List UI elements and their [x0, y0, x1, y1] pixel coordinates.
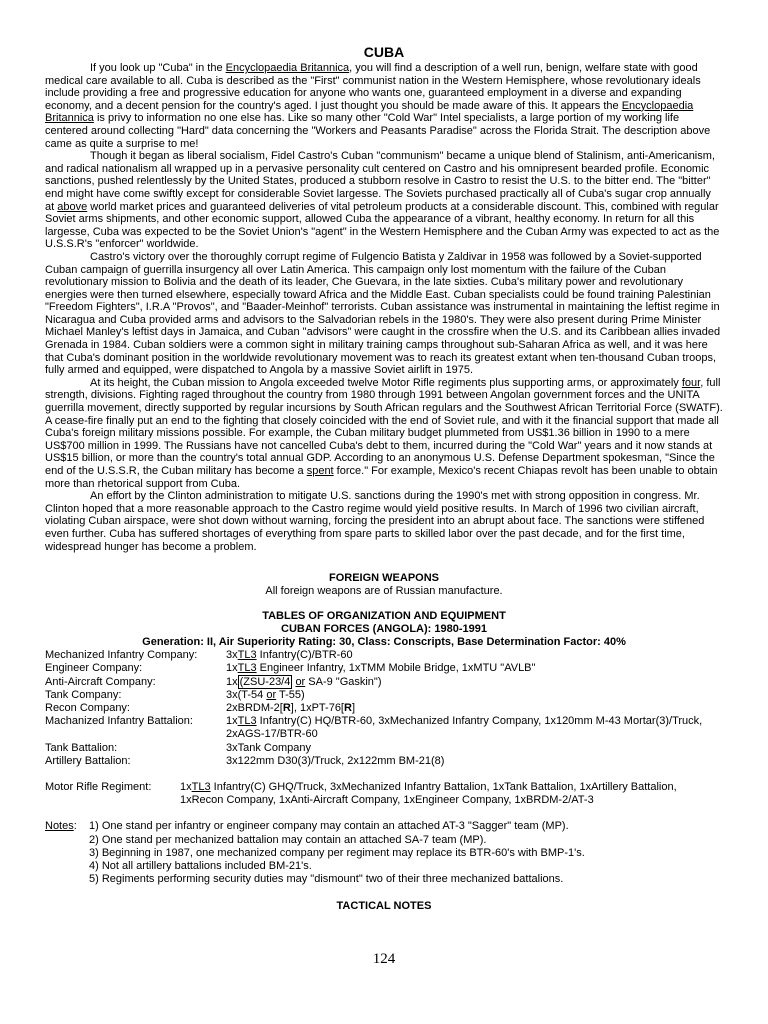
toe-label: Recon Company: [45, 701, 130, 714]
motor-rifle-regiment [45, 781, 723, 807]
text-run: 1x [226, 675, 238, 688]
page-title: CUBA [363, 44, 405, 60]
toe-row [45, 689, 723, 702]
toe-label: Machanized Infantry Battalion: [45, 715, 193, 728]
paragraph-intro [45, 62, 723, 150]
tech-level: TL3 [191, 780, 211, 793]
note-item: 2) One stand per mechanized battalion may contain an attached SA-7 team (MP). [89, 833, 487, 846]
toe-generation: Generation: II, Air Superiority Rating: 30, Class: Conscripts, Base Determination Factor: 40% [142, 636, 626, 649]
note-item: 5) Regiments performing security duties may "dismount" two of their three mechanized battalions. [89, 873, 564, 886]
text-run: 1x [226, 662, 238, 675]
toe-value [226, 689, 723, 702]
toe-label: Tank Company: [45, 688, 122, 701]
text-run: : [73, 820, 77, 833]
toe-label: Engineer Company: [45, 662, 143, 675]
toe-row [45, 649, 723, 662]
text-run: 2xBRDM-2[ [226, 701, 283, 714]
text-run: force." For example, Mexico's recent Chiapas revolt has been unable to obtain more than rhetorical support from Cuba. [45, 465, 718, 490]
toe-row [45, 662, 723, 675]
toe-label: Mechanized Infantry Company: [45, 649, 198, 662]
paragraph-revolution: Castro's victory over the thoroughly corrupt regime of Fulgencio Batista y Zaldivar in 1958 was followed by a Soviet-supported Cuban campaign of guerrilla insurgency all over Latin America. This campaign only lost momentum with the failure of the Cuban revolutionary mission to Bolivia and the death of its leader, Che Guevara, in the late sixties. Cuba's military power and revolutionary energies were then turned elsewhere, especially toward Africa and the Middle East. Cuban specialists could be found training Palestinian "Freedom Fighters", I.R.A "Provos", and "Baader-Meinhof" terrorists. Cuban assistance was instrumental in maintaining the leftist regime in Nicaragua and Cuba provided arms and advisors to the Salvadorian rebels in the 1980's. They were also present during Prime Minister Michael Manley's leftist days in Jamaica, and Cuban "advisors" were caught in the crossfire when the U.S. and its Caribbean allies invaded Grenada in 1984. Cuban soldiers were a common sight in military training camps throughout sub-Saharan Africa as well, and it was here that Cuba's dominant position in the worldwide revolutionary movement was to reach its greatest extant when ten-thousand Cuban troops, fully armed and equipped, were dispatched to Angola by a massive Soviet airlift in 1975. [45, 250, 721, 377]
toe-value: 3xTank Company [226, 741, 311, 754]
toe-row [45, 715, 723, 741]
underlined-title: Encyclopaedia Britannica [45, 99, 694, 125]
toe-value: 3x122mm D30(3)/Truck, 2x122mm BM-21(8) [226, 754, 445, 767]
toe-label: Tank Battalion: [45, 741, 118, 754]
foreign-weapons-heading: FOREIGN WEAPONS [328, 572, 439, 585]
text-run: ], 1xPT-76[ [290, 701, 344, 714]
toe-label: Anti-Aircraft Company: [45, 675, 156, 688]
text-run: Engineer Infantry, 1xTMM Mobile Bridge, 1xMTU "AVLB" [256, 662, 536, 675]
text-run: , you will find a description of a well run, benign, welfare state with good medical care available to all. Cuba is described as the "First" communist nation in the Western Hemisphere, whose revolutionary ideals include providing a free and progressive education for anyone who wants one, guaranteed employment in a diverse and expanding economy, and a decent pension for the country's aged. I just thought you should be made aware of this. It appears the [45, 62, 701, 112]
document-page [45, 44, 723, 913]
text-run: If you look up "Cuba" in the [90, 62, 226, 74]
text-run: 3x [226, 649, 238, 662]
text-run: 1x [180, 780, 192, 793]
note-item: 1) One stand per infantry or engineer company may contain an attached AT-3 "Sagger" team (MP). [89, 820, 569, 833]
text-run: Though it began as liberal socialism, Fidel Castro's Cuban "communism" became a unique blend of Stalinism, anti-Americanism, and radical nationalism all wrapped up in a pervasive personality cult centered on Castro and his omnipresent bearded profile. Economic sanctions, pushed relentlessly by the United States, produced a stubborn resolve in Castro to resist the U.S. to the bitter end. The "bitter" end might have come swiftly except for considerable Soviet largesse. The Soviets purchased practically all of Cuba's sugar crop annually at [45, 150, 715, 213]
tech-level: TL3 [237, 662, 257, 675]
text-run: world market prices and guaranteed deliveries of vital petroleum products at a considerable discount. This, combined with regular Soviet arms shipments, and other economic support, allowed Cuba the appearance of a vibrant, healthy economy. In return for all this largesse, Cuba was expected to be the Soviet Union's "agent" in the Western Hemisphere and the Cuban Army was expected to act as the U.S.S.R's "enforcer" worldwide. [45, 200, 720, 251]
tech-level: TL3 [237, 715, 257, 728]
toe-label: Artillery Battalion: [45, 754, 131, 767]
notes-heading: Notes [45, 820, 74, 833]
toe-value [226, 702, 723, 715]
text-run: is privy to information no one else has. Like so many other "Cold War" Intel specialists, a large portion of my working life centered around collecting "Hard" data concerning the "Workers and Peasants Paradise" across the Florida Strait. The description above came as quite a surprise to me! [45, 112, 711, 150]
tactical-notes-heading: TACTICAL NOTES [336, 900, 432, 913]
paragraph-clinton: An effort by the Clinton administration to mitigate U.S. sanctions during the 1990's met with strong opposition in congress. Mr. Clinton hoped that a more reasonable approach to the Castro regime would yield positive results. In March of 1996 two civilian aircraft, violating Cuban airspace, were shot down without warning, forcing the president into an abrupt about face. The sanctions were stiffened even further. Cuba has suffered shortages of everything from spare parts to skilled labor over the past decade, and for the first time, widespread hunger has become a problem. [45, 490, 705, 553]
page-number: 124 [372, 951, 396, 967]
toe-row [45, 676, 723, 689]
tech-level: TL3 [237, 649, 257, 662]
notes-list [89, 820, 723, 886]
toe-heading: TABLES OF ORGANIZATION AND EQUIPMENT [262, 610, 506, 623]
paragraph-soviet-support [45, 150, 723, 251]
toe-row [45, 755, 723, 768]
notes-label [45, 820, 89, 886]
toe-subheading: CUBAN FORCES (ANGOLA): 1980-1991 [281, 623, 487, 636]
underlined-word: above [57, 200, 88, 213]
toe-row [45, 742, 723, 755]
toe-value [180, 781, 723, 807]
paragraph-angola [45, 377, 723, 490]
bold-text: R [344, 701, 352, 714]
note-item: 4) Not all artillery battalions included BM-21's. [89, 860, 312, 872]
text-run: 1x [226, 715, 238, 728]
toe-value [226, 715, 723, 741]
text-run: , full strength, divisions. Fighting raged throughout the country from 1980 through 1991 between Angolan government forces and the UNITA guerrilla movement, directly supported by regular incursions by South African regulars and the Southwest African Territorial Force (SWATF). A cease-fire finally put an end to the fighting that closely coincided with the end of Soviet rule, and with it the financial support that made all Cuba's foreign military missions possible. For example, the Cuban military budget plummeted from US$1.36 billion in 1990 to a mere US$700 million in 1999. The Russians have not cancelled Cuba's debt to them, incurred during the "Cold War" years and it now stands at US$15 billion, or more than the country's total annual GDP. According to an anonymous U.S. Defense Department spokesman, "Since the end of the U.S.S.R, the Cuban military has become a [45, 376, 723, 477]
text-run: Infantry(C) HQ/BTR-60, 3xMechanized Infantry Company, 1x120mm M-43 Mortar(3)/Truck, [256, 715, 703, 728]
underlined-word: spent [306, 465, 334, 477]
underlined-word: four [681, 376, 701, 389]
text-run: At its height, the Cuban mission to Angola exceeded twelve Motor Rifle regiments plus supporting arms, or approximately [90, 376, 682, 389]
underlined-title: Encyclopaedia Britannica [225, 62, 350, 74]
bold-text: R [282, 701, 291, 714]
underlined-word: or [295, 675, 306, 688]
boxed-text: (ZSU-23/4 [239, 675, 291, 688]
text-run: 3x(T-54 [226, 688, 267, 701]
text-run: T-55) [276, 688, 305, 701]
toe-table [45, 649, 723, 768]
text-run: ] [351, 701, 356, 714]
foreign-weapons-text: All foreign weapons are of Russian manufacture. [265, 585, 503, 598]
text-run: 2xAGS-17/BTR-60 [226, 728, 318, 741]
text-run: Infantry(C) GHQ/Truck, 3xMechanized Infantry Battalion, 1xTank Battalion, 1xArtillery Battalion, [210, 780, 677, 793]
note-item: 3) Beginning in 1987, one mechanized company per regiment may replace its BTR-60's with BMP-1's. [89, 846, 585, 859]
underlined-word: or [266, 688, 277, 701]
toe-label: Motor Rifle Regiment: [45, 780, 152, 793]
toe-value [226, 676, 723, 689]
notes-block [45, 820, 723, 886]
text-run: Infantry(C)/BTR-60 [256, 649, 353, 662]
toe-value [226, 662, 723, 675]
toe-row [45, 702, 723, 715]
text-run: 1xRecon Company, 1xAnti-Aircraft Company, 1xEngineer Company, 1xBRDM-2/AT-3 [180, 794, 594, 807]
text-run: SA-9 "Gaskin") [305, 675, 382, 688]
toe-value [226, 649, 723, 662]
